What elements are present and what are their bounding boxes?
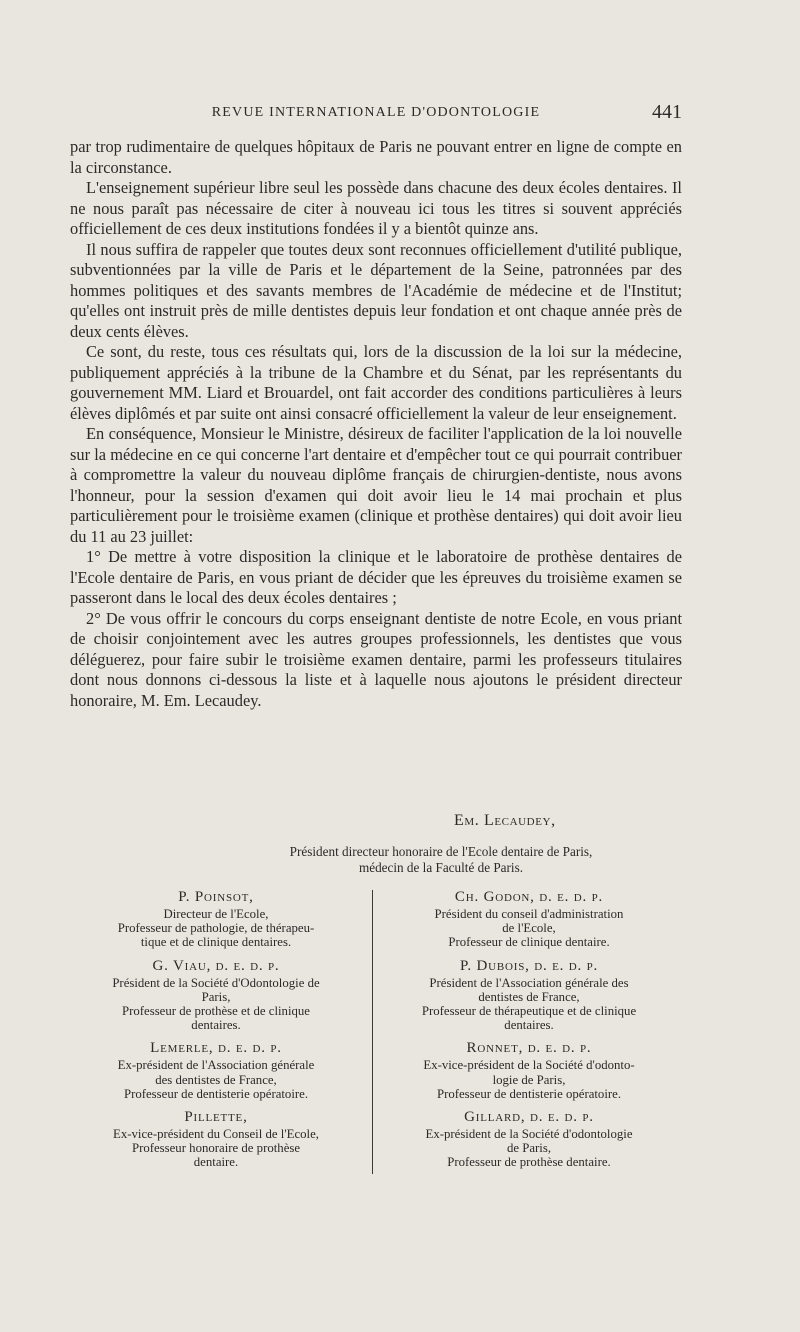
committee-member: [383, 957, 675, 1033]
paragraph: 1° De mettre à votre disposition la clinique et le laboratoire de prothèse dentaires de l'Ecole dentaire de Paris, en vous priant de décider que les épreuves du troisième examen se passeront dans le local des deux écoles dentaires ;: [70, 547, 682, 607]
paragraph: par trop rudimentaire de quelques hôpitaux de Paris ne pouvant entrer en ligne de compte en la circonstance.: [70, 137, 682, 177]
column-divider: [372, 890, 373, 1174]
body-text: [70, 137, 682, 711]
committee-member: [383, 1108, 675, 1170]
paragraph: Ce sont, du reste, tous ces résultats qui, lors de la discussion de la loi sur la médecine, publiquement appréciés à la tribune de la Chambre et du Sénat, par les représentants du gouvernement MM. Liard et Brouardel, ont fait accorder des conditions particulières à leurs élèves diplômés et par suite ont ainsi consacré officiellement la valeur de leur enseignement.: [70, 342, 682, 423]
member-role-line: Président de l'Association générale des: [429, 975, 629, 990]
member-name: P. Dubois, d. e. d. p.: [459, 957, 599, 974]
page-header: [70, 103, 682, 127]
member-role-line: de l'Ecole,: [502, 921, 556, 936]
member-role-line: Ex-vice-président de la Société d'odonto-: [423, 1058, 635, 1073]
member-role-line: Professeur de pathologie, de thérapeu-: [117, 921, 315, 936]
member-role-line: Paris,: [201, 989, 231, 1004]
paragraph: En conséquence, Monsieur le Ministre, désireux de faciliter l'application de la loi nouvelle sur la médecine en ce qui concerne l'art dentaire et d'empêcher tout ce qui pourrait contribuer à compromettre la valeur du nouveau diplôme français de chirurgien-dentiste, nous avons l'honneur, pour la session d'examen qui doit avoir lieu le 14 mai prochain et plus particulièrement pour le troisième examen (clinique et prothèse dentaires) qui doit avoir lieu du 11 au 23 juillet:: [70, 424, 682, 546]
signatory-title-line: Président directeur honoraire de l'Ecole dentaire de Paris,: [289, 844, 593, 859]
member-role-line: logie de Paris,: [492, 1072, 566, 1087]
member-role-line: Président de la Société d'Odontologie de: [112, 975, 320, 990]
paragraph: 2° De vous offrir le concours du corps enseignant dentiste de notre Ecole, en vous priant de choisir conjointement avec les autres groupes professionnels, les dentistes que vous déléguerez, pour faire subir le troisième examen dentaire, parmi les professeurs titulaires dont nous donnons ci-dessous la liste et à laquelle nous ajoutons le président directeur honoraire, M. Em. Lecaudey.: [70, 608, 682, 710]
member-role-line: dentistes de France,: [478, 989, 580, 1004]
member-role-line: Professeur de prothèse dentaire.: [447, 1155, 611, 1170]
committee-member: [383, 1039, 675, 1101]
committee-member: [383, 888, 675, 950]
member-role-line: Professeur honoraire de prothèse: [131, 1141, 301, 1156]
committee-member: [70, 1108, 362, 1170]
member-name: Ronnet, d. e. d. p.: [466, 1040, 592, 1057]
member-name: P. Poinsot,: [178, 889, 254, 905]
committee-column-left: [70, 888, 362, 1177]
member-role-line: Directeur de l'Ecole,: [163, 907, 269, 921]
paragraph: Il nous suffira de rappeler que toutes deux sont reconnues officiellement d'utilité publique, subventionnées par la ville de Paris et le département de la Seine, patronnées par des hommes politiques et des savants membres de l'Académie de médecine et de l'Institut; qu'elles ont instruit près de mille dentistes depuis leur fondation et ont chaque année près de deux cents élèves.: [70, 239, 682, 341]
member-name: Ch. Godon, d. e. d. p.: [454, 889, 604, 905]
paragraph: L'enseignement supérieur libre seul les possède dans chacune des deux écoles dentaires. Il ne nous paraît pas nécessaire de citer à nouveau ici tous les titres si souvent appréciés officiellement de ces deux institutions fondées il y a bientôt quinze ans.: [70, 178, 682, 238]
member-role-line: tique et de clinique dentaires.: [140, 935, 292, 950]
committee-member: [70, 1039, 362, 1101]
member-role-line: dentaire.: [193, 1155, 239, 1170]
signatory-title-line: médecin de la Faculté de Paris.: [358, 860, 524, 875]
member-role-line: des dentistes de France,: [155, 1072, 277, 1087]
member-role-line: Ex-vice-président du Conseil de l'Ecole,: [113, 1127, 319, 1142]
member-role-line: Président du conseil d'administration: [434, 907, 624, 921]
member-role-line: Ex-président de la Société d'odontologie: [425, 1127, 633, 1142]
member-role-line: Ex-président de l'Association générale: [117, 1058, 315, 1073]
member-role-line: Professeur de dentisterie opératoire.: [123, 1086, 309, 1101]
member-name: Lemerle, d. e. d. p.: [150, 1040, 282, 1057]
page-number: 441: [652, 101, 682, 123]
member-role-line: de Paris,: [506, 1141, 552, 1156]
member-role-line: dentaires.: [191, 1018, 241, 1033]
signatory-title: [70, 844, 682, 876]
signatory-name: Em. Lecaudey,: [454, 812, 556, 829]
member-role-line: Professeur de dentisterie opératoire.: [436, 1086, 622, 1101]
committee-list: [70, 888, 682, 1168]
member-role-line: dentaires.: [504, 1018, 554, 1033]
signature-block: [70, 812, 682, 876]
committee-member: [70, 957, 362, 1033]
member-name: Gillard, d. e. d. p.: [464, 1109, 594, 1126]
committee-column-right: [383, 888, 675, 1177]
member-name: Pillette,: [184, 1109, 248, 1126]
committee-member: [70, 888, 362, 950]
member-name: G. Viau, d. e. d. p.: [152, 957, 280, 974]
member-role-line: Professeur de prothèse et de clinique: [122, 1004, 310, 1019]
running-head: REVUE INTERNATIONALE D'ODONTOLOGIE: [211, 105, 541, 120]
member-role-line: Professeur de thérapeutique et de clinique: [421, 1004, 637, 1019]
member-role-line: Professeur de clinique dentaire.: [448, 935, 610, 950]
